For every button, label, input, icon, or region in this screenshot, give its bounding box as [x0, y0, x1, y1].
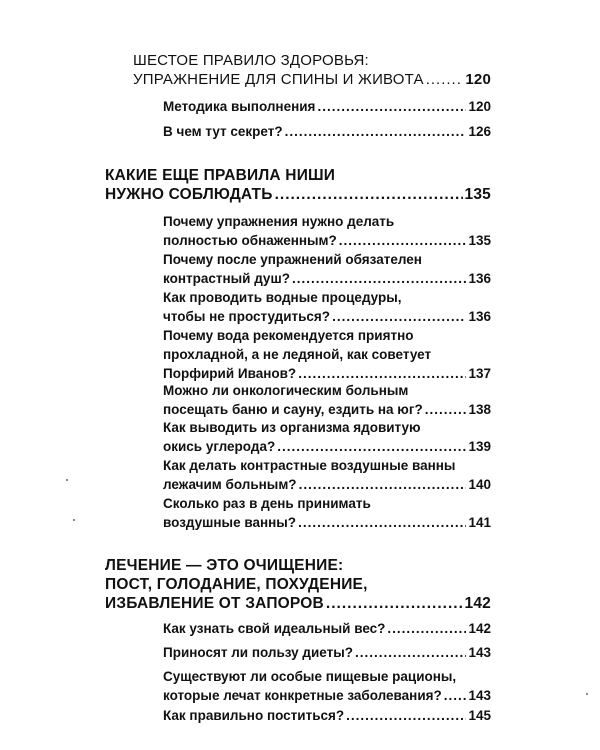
dot-leader — [299, 475, 467, 494]
dot-leader — [425, 400, 467, 419]
item-line: Как делать контрастные воздушные ванны — [163, 458, 456, 473]
toc-section-heading — [133, 51, 491, 89]
item-line: Как узнать свой идеальный вес? — [163, 621, 386, 636]
toc-item — [163, 643, 491, 662]
heading-line: УПРАЖНЕНИЕ ДЛЯ СПИНЫ И ЖИВОТА — [133, 71, 424, 88]
heading-line: НУЖНО СОБЛЮДАТЬ — [105, 186, 273, 203]
dot-leader — [317, 97, 466, 116]
item-line: посещать баню и сауну, ездить на юг? — [163, 402, 423, 417]
item-line: полностью обнаженным? — [163, 233, 337, 248]
item-line: Существуют ли особые пищевые рационы, — [163, 669, 457, 684]
item-line: которые лечат конкретные заболевания? — [163, 688, 442, 703]
dot-leader — [355, 643, 466, 662]
item-line: прохладной, а не ледяной, как советует — [163, 347, 432, 362]
heading-line: ИЗБАВЛЕНИЕ ОТ ЗАПОРОВ — [105, 595, 324, 612]
item-line: Сколько раз в день принимать — [163, 496, 371, 511]
toc-item — [163, 212, 491, 250]
item-line: Как выводить из организма ядовитую — [163, 420, 421, 435]
item-line: Почему вода рекомендуется приятно — [163, 328, 414, 343]
toc-item — [163, 250, 491, 288]
heading-line: КАКИЕ ЕЩЕ ПРАВИЛА НИШИ — [105, 167, 336, 184]
toc-item — [163, 619, 491, 638]
toc-item — [163, 97, 491, 116]
dot-leader — [298, 513, 466, 532]
item-line: Почему упражнения нужно делать — [163, 214, 395, 229]
page-number: 138 — [468, 402, 491, 417]
page-number: 142 — [464, 595, 491, 612]
dot-leader — [387, 619, 466, 638]
toc-item — [163, 667, 491, 705]
heading-line: ШЕСТОЕ ПРАВИЛО ЗДОРОВЬЯ: — [133, 52, 369, 69]
dot-leader — [346, 706, 466, 725]
page-number: 139 — [468, 439, 491, 454]
dot-leader — [292, 269, 467, 288]
dot-leader — [275, 185, 463, 204]
toc-item — [163, 456, 491, 494]
toc-item — [163, 494, 491, 532]
dot-leader — [332, 307, 466, 326]
item-line: Почему после упражнений обязателен — [163, 252, 422, 267]
dot-leader — [277, 437, 466, 456]
toc-item — [163, 122, 491, 141]
scan-speck — [73, 519, 75, 521]
page-number: 137 — [468, 366, 491, 381]
item-line: Как проводить водные процедуры, — [163, 290, 402, 305]
dot-leader — [339, 231, 467, 250]
toc-item — [163, 418, 491, 456]
page-number: 120 — [468, 99, 491, 114]
dot-leader — [426, 70, 464, 89]
toc-item — [163, 326, 491, 383]
item-line: лежачим больным? — [163, 477, 297, 492]
item-line: Методика выполнения — [163, 99, 316, 114]
dot-leader — [285, 122, 467, 141]
item-line: Как правильно поститься? — [163, 708, 345, 723]
toc-item — [163, 288, 491, 326]
page-number: 135 — [468, 233, 491, 248]
toc-item — [163, 706, 491, 725]
heading-line: ПОСТ, ГОЛОДАНИЕ, ПОХУДЕНИЕ, — [105, 576, 368, 593]
toc-item — [163, 381, 491, 419]
page-number: 120 — [465, 71, 491, 88]
page-number: 142 — [468, 621, 491, 636]
item-line: В чем тут секрет? — [163, 124, 283, 139]
item-line: Порфирий Иванов? — [163, 366, 297, 381]
toc-section-heading — [105, 556, 491, 613]
item-line: контрастный душ? — [163, 271, 290, 286]
page-number: 136 — [468, 271, 491, 286]
heading-line: ЛЕЧЕНИЕ — ЭТО ОЧИЩЕНИЕ: — [105, 557, 344, 574]
page-number: 141 — [468, 515, 491, 530]
dot-leader — [444, 686, 467, 705]
dot-leader — [326, 594, 463, 613]
page-number: 143 — [468, 645, 491, 660]
item-line: окись углерода? — [163, 439, 276, 454]
item-line: чтобы не простудиться? — [163, 309, 331, 324]
page-number: 145 — [468, 708, 491, 723]
item-line: воздушные ванны? — [163, 515, 297, 530]
scan-speck — [66, 479, 68, 481]
page-number: 136 — [468, 309, 491, 324]
toc-section-heading — [105, 166, 491, 204]
page-number: 135 — [464, 186, 491, 203]
item-line: Можно ли онкологическим больным — [163, 383, 409, 398]
page-number: 126 — [468, 124, 491, 139]
page-number: 140 — [468, 477, 491, 492]
item-line: Приносят ли пользу диеты? — [163, 645, 354, 660]
page-number: 143 — [468, 688, 491, 703]
scan-speck — [586, 693, 588, 695]
